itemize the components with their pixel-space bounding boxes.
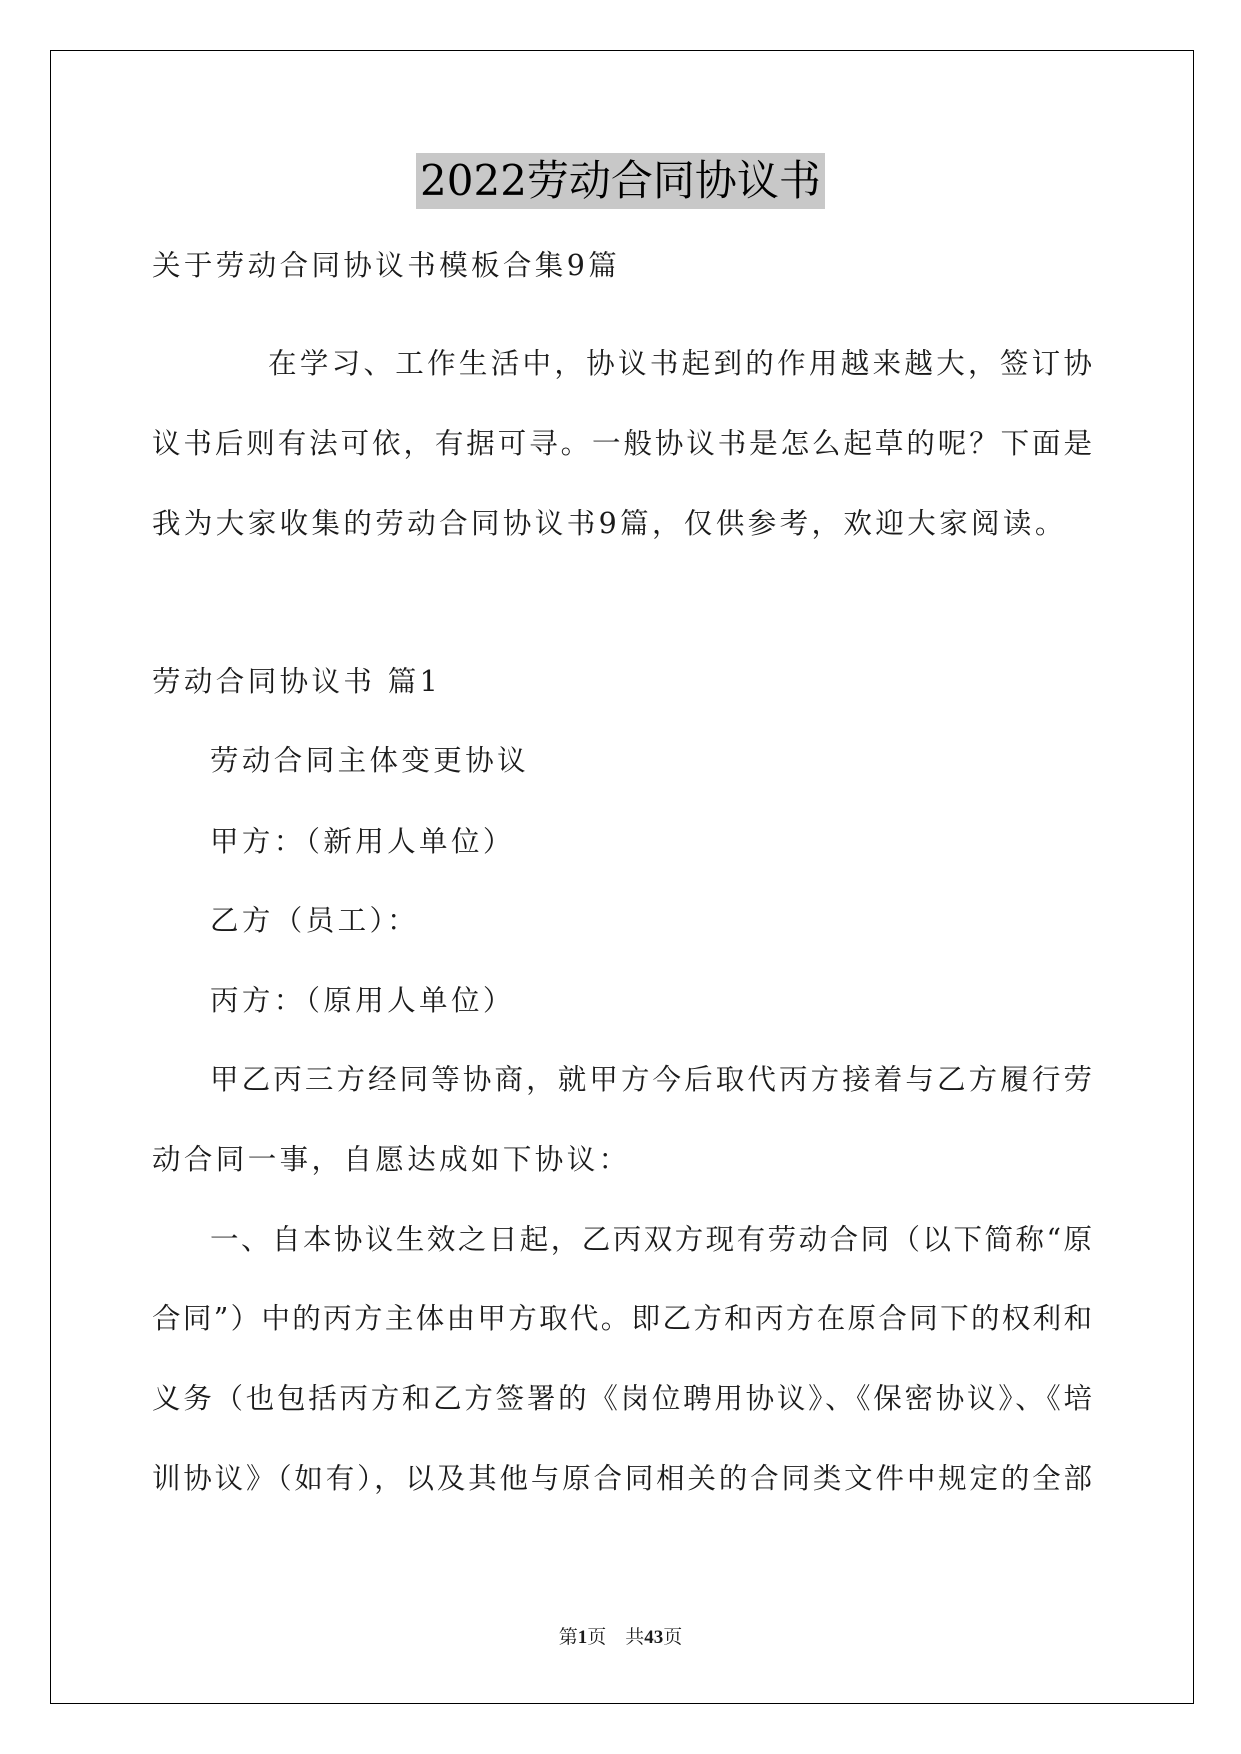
- paragraph-line: 训协议》（如有），以及其他与原合同相关的合同类文件中规定的全部: [152, 1462, 1092, 1495]
- total-suffix: 页: [663, 1627, 683, 1648]
- paragraph-line: 乙方（员工）：: [210, 904, 420, 937]
- paragraph-line: 甲乙丙三方经同等协商，就甲方今后取代丙方接着与乙方履行劳: [210, 1063, 1092, 1096]
- paragraph-line: 合同”）中的丙方主体由甲方取代。即乙方和丙方在原合同下的权利和: [152, 1302, 1092, 1335]
- page-border: [50, 50, 1194, 1704]
- paragraph-line: 我为大家收集的劳动合同协议书9篇，仅供参考，欢迎大家阅读。: [152, 507, 1067, 540]
- page-prefix: 第: [558, 1627, 578, 1648]
- subtitle-line: 关于劳动合同协议书模板合集9篇: [152, 249, 621, 282]
- page-footer: [0, 1626, 1241, 1650]
- paragraph-line: 甲方：（新用人单位）: [210, 825, 515, 858]
- title-container: [0, 153, 1241, 209]
- total-pages: 43: [644, 1627, 664, 1648]
- paragraph-line: 议书后则有法可依，有据可寻。一般协议书是怎么起草的呢？下面是: [152, 427, 1092, 460]
- page-number: 1: [577, 1627, 588, 1648]
- paragraph-line: 动合同一事，自愿达成如下协议：: [152, 1143, 631, 1176]
- page-suffix: 页: [587, 1627, 607, 1648]
- total-prefix: 共: [625, 1627, 645, 1648]
- paragraph-line: 丙方：（原用人单位）: [210, 984, 515, 1017]
- paragraph-line: 劳动合同主体变更协议: [210, 744, 530, 777]
- section-heading: 劳动合同协议书 篇1: [152, 665, 442, 698]
- paragraph-line: 义务（也包括丙方和乙方签署的《岗位聘用协议》、《保密协议》、《培: [152, 1382, 1092, 1415]
- paragraph-line: 在学习、工作生活中，协议书起到的作用越来越大，签订协: [268, 347, 1092, 380]
- paragraph-line: 一、自本协议生效之日起，乙丙双方现有劳动合同（以下简称“原: [210, 1223, 1092, 1256]
- document-title: 2022劳动合同协议书: [416, 153, 825, 209]
